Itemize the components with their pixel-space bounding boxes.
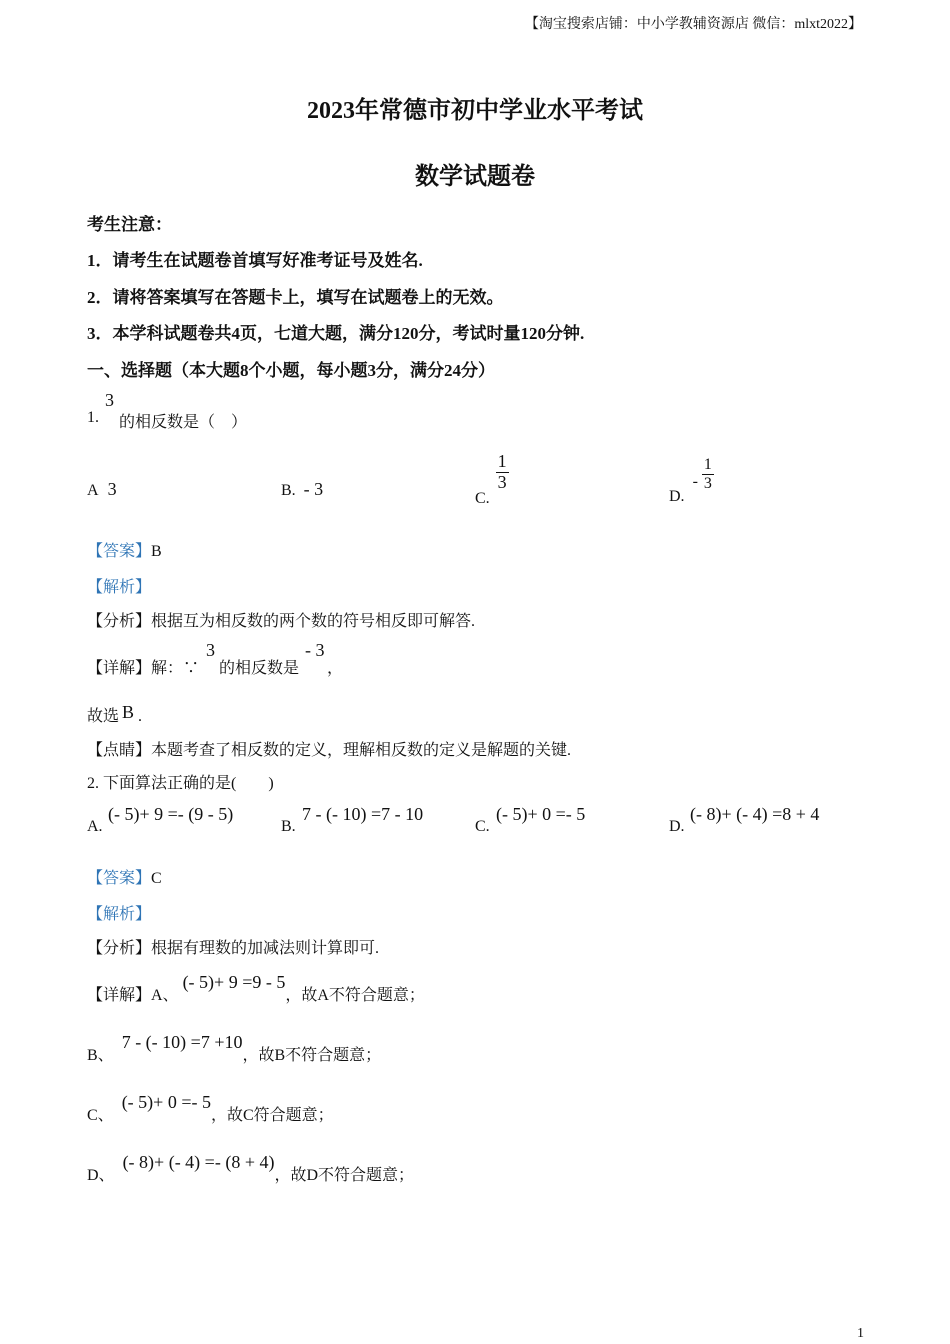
denominator: 3 xyxy=(497,471,507,492)
fraction xyxy=(496,452,509,493)
q1-option-c xyxy=(475,451,509,507)
answer-value: B xyxy=(151,543,162,560)
detail-suffix: ，故C符合题意； xyxy=(210,1107,334,1124)
notice-item-1: 1．请考生在试题卷首填写好准考证号及姓名. xyxy=(87,251,423,270)
q1-point: 【点睛】本题考查了相反数的定义，理解相反数的定义是解题的关键. xyxy=(87,742,572,759)
q1-detail-end: ， xyxy=(327,660,344,677)
q2-analysis-tag: 【解析】 xyxy=(87,906,152,923)
q1-detail-mid: 的相反数是 xyxy=(219,660,300,677)
answer-tag: 【答案】 xyxy=(87,543,152,560)
option-label: D. xyxy=(669,487,685,505)
q2-detail-b xyxy=(87,1032,382,1065)
q2-answer xyxy=(87,865,162,888)
q2-option-d-label: D. xyxy=(669,818,685,835)
q1-detail-result: - 3 xyxy=(305,640,325,660)
q2-detail-a xyxy=(87,972,425,1005)
exam-subtitle: 数学试题卷 xyxy=(415,164,535,190)
exam-title: 2023年常德市初中学业水平考试 xyxy=(307,98,643,124)
answer-value: C xyxy=(151,870,162,887)
q2-option-c-label: C. xyxy=(475,818,490,835)
q1-number: 1. xyxy=(87,409,99,426)
q1-detail-value: 3 xyxy=(206,640,215,660)
q2-option-c-expr: (- 5)+ 0 =- 5 xyxy=(496,804,586,824)
notice-item-3: 3．本学科试题卷共4页，七道大题，满分120分，考试时量120分钟. xyxy=(87,324,585,343)
q1-answer xyxy=(87,538,162,561)
q1-option-d xyxy=(669,456,714,505)
detail-prefix: D、 xyxy=(87,1167,115,1184)
q2-stem: 2. 下面算法正确的是( ) xyxy=(87,775,274,792)
q1-detail-prefix: 【详解】解：∵ xyxy=(87,660,200,677)
option-value: 3 xyxy=(107,479,117,499)
detail-suffix: ，故A不符合题意； xyxy=(285,987,425,1004)
answer-tag: 【答案】 xyxy=(87,870,152,887)
option-label: C. xyxy=(475,489,490,507)
option-value: - 3 xyxy=(303,479,324,499)
choose-value: B xyxy=(122,702,135,722)
q2-option-b-expr: 7 - (- 10) =7 - 10 xyxy=(302,804,424,824)
q2-analysis: 【分析】根据有理数的加减法则计算即可. xyxy=(87,940,380,957)
q1-analysis-tag: 【解析】 xyxy=(87,579,152,596)
detail-prefix: 【详解】A、 xyxy=(87,987,179,1004)
numerator: 1 xyxy=(497,451,507,471)
q1-stem: 的相反数是（ ） xyxy=(119,414,248,431)
q2-detail-d xyxy=(87,1152,415,1185)
option-label: A xyxy=(87,482,98,499)
detail-suffix: ，故B不符合题意； xyxy=(242,1047,382,1064)
q1-choose xyxy=(87,703,142,726)
detail-expr: (- 8)+ (- 4) =- (8 + 4) xyxy=(122,1152,275,1172)
q2-option-d-expr: (- 8)+ (- 4) =8 + 4 xyxy=(690,804,820,824)
detail-expr: (- 5)+ 0 =- 5 xyxy=(121,1092,211,1112)
q2-option-a-expr: (- 5)+ 9 =- (9 - 5) xyxy=(108,804,234,824)
detail-prefix: B、 xyxy=(87,1047,114,1064)
q2-option-a-label: A. xyxy=(87,818,103,835)
section-heading: 一、选择题（本大题8个小题，每小题3分，满分24分） xyxy=(87,361,495,380)
q1-option-b xyxy=(281,479,323,500)
notice-heading: 考生注意： xyxy=(87,215,172,234)
choose-end: . xyxy=(138,708,143,725)
q1-analysis: 【分析】根据互为相反数的两个数的符号相反即可解答. xyxy=(87,613,476,630)
minus-sign: - xyxy=(692,472,698,490)
q2-option-b-label: B. xyxy=(281,818,296,835)
header-note: 【淘宝搜索店铺：中小学教辅资源店 微信：mlxt2022】 xyxy=(524,17,862,32)
q2-detail-c xyxy=(87,1092,334,1125)
denominator: 3 xyxy=(703,474,712,492)
q1-value: 3 xyxy=(105,390,114,410)
q1-option-a xyxy=(87,479,117,500)
numerator: 1 xyxy=(703,456,712,473)
notice-item-2: 2．请将答案填写在答题卡上，填写在试题卷上的无效。 xyxy=(87,288,504,307)
detail-prefix: C、 xyxy=(87,1107,114,1124)
option-label: B. xyxy=(281,482,296,499)
choose-prefix: 故选 xyxy=(87,708,120,725)
page-number: 1 xyxy=(857,1326,864,1341)
detail-expr: 7 - (- 10) =7 +10 xyxy=(121,1032,243,1052)
detail-suffix: ，故D不符合题意； xyxy=(274,1167,415,1184)
detail-expr: (- 5)+ 9 =9 - 5 xyxy=(182,972,286,992)
fraction xyxy=(702,456,714,492)
